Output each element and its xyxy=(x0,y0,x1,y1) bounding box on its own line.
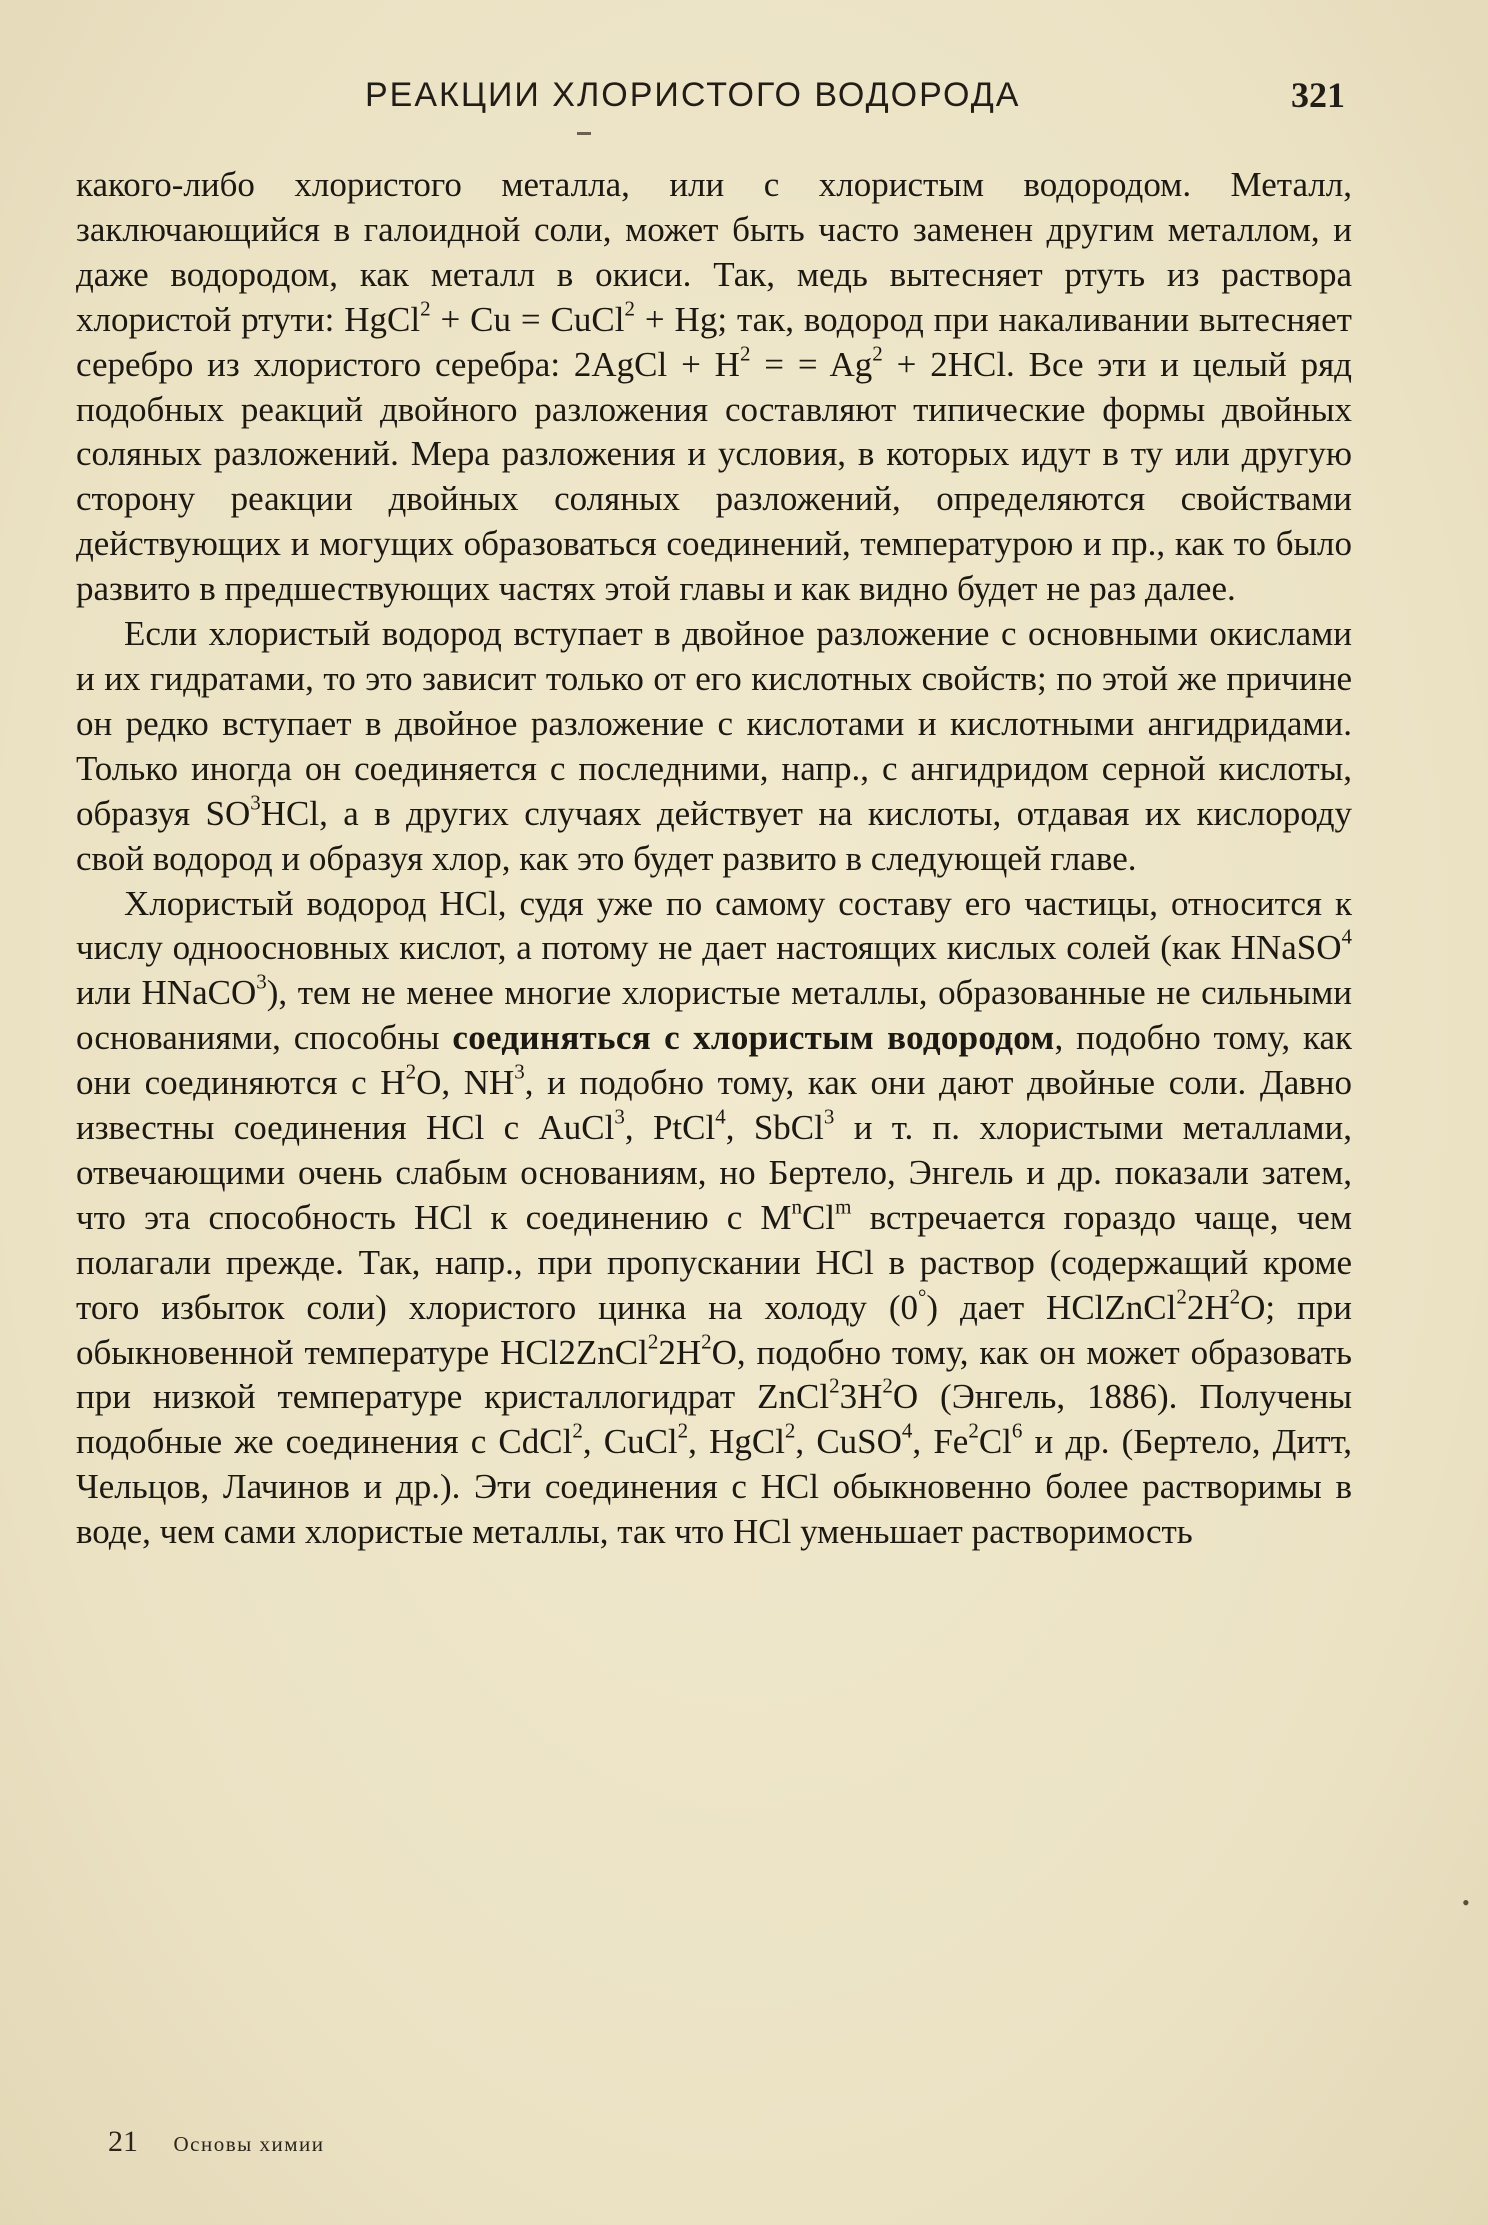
running-title: РЕАКЦИИ ХЛОРИСТОГО ВОДОРОДА xyxy=(365,76,1021,114)
body-text xyxy=(76,163,1352,1555)
bold-phrase: соединяться с хлористым водородом xyxy=(452,1018,1055,1058)
margin-mark: • xyxy=(1462,1890,1470,1915)
signature-number: 21 xyxy=(108,2125,138,2158)
signature-title: Основы химии xyxy=(173,2132,325,2156)
header-rule-mark xyxy=(577,132,591,135)
page-number: 321 xyxy=(1291,75,1345,115)
paragraph-3: Хлористый водород HCl, судя уже по самому составу его частицы, относится к числу одноосновных кислот, а потому не дает настоящих кислых солей (как HNaSO$^4$ или HNaCO$^3$), тем не менее многие хлористые металлы, образованные не сильными основаниями, способны соединяться с хлористым водородом, подобно тому, как они соединяются с $H^2O$, $NH^3$, и подобно тому, как они дают двойные соли. Давно известны соединения HCl с AuCl$^3$, PtCl$^4$, SbCl$^3$ и т. п. хлористыми металлами, отвечающими очень слабым основаниям, но Бертело, Энгель и др. показали затем, что эта способность HCl к соединению с $M^nCl^m$ встречается гораздо чаще, чем полагали прежде. Так, напр., при пропускании HCl в раствор (содержащий кроме того избыток соли) хлористого цинка на холоду (0°) дает $HClZnCl^22H^2O$; при обыкновенной температуре $HCl2ZnCl^22H^2O$, подобно тому, как он может образовать при низкой температуре кристаллогидрат $ZnCl^23H^2O$ (Энгель, 1886). Получены подобные же соединения с CdCl$^2$, CuCl$^2$, HgCl$^2$, CuSO$^4$, Fe$^2$Cl$^6$ и др. (Бертело, Дитт, Чельцов, Лачинов и др.). Эти соединения с HCl обыкновенно более растворимы в воде, чем сами хлористые металлы, так что HCl уменьшает растворимость xyxy=(76,883,1353,1552)
page-signature xyxy=(108,2125,325,2159)
paragraph-1: какого-либо хлористого металла, или с хлористым водородом. Металл, заключающийся в галоидной соли, может быть часто заменен другим металлом, и даже водородом, как металл в окиси. Так, медь вытесняет ртуть из раствора хлористой ртути: HgCl$^2$ + Cu = CuCl$^2$ + Hg; так, водород при накаливании вытесняет серебро из хлористого серебра: 2AgCl + $H^2$ = = $Ag^2 + 2HCl$. Все эти и целый ряд подобных реакций двойного разложения составляют типические формы двойных соляных разложений. Мера разложения и условия, в которых идут в ту или другую сторону реакции двойных соляных разложений, определяются свойствами действующих и могущих образоваться соединений, температурою и пр., как то было развито в предшествующих частях этой главы и как видно будет не раз далее. xyxy=(76,165,1352,609)
paragraph-2: Если хлористый водород вступает в двойное разложение с основными окислами и их гидратами, то это зависит только от его кислотных свойств; по этой же причине он редко вступает в двойное разложение с кислотами и кислотными ангидридами. Только иногда он соединяется с последними, напр., с ангидридом серной кислоты, образуя $SO^3HCl$, а в других случаях действует на кислоты, отдавая их кислороду свой водород и образуя хлор, как это будет развито в следующей главе. xyxy=(76,614,1353,878)
